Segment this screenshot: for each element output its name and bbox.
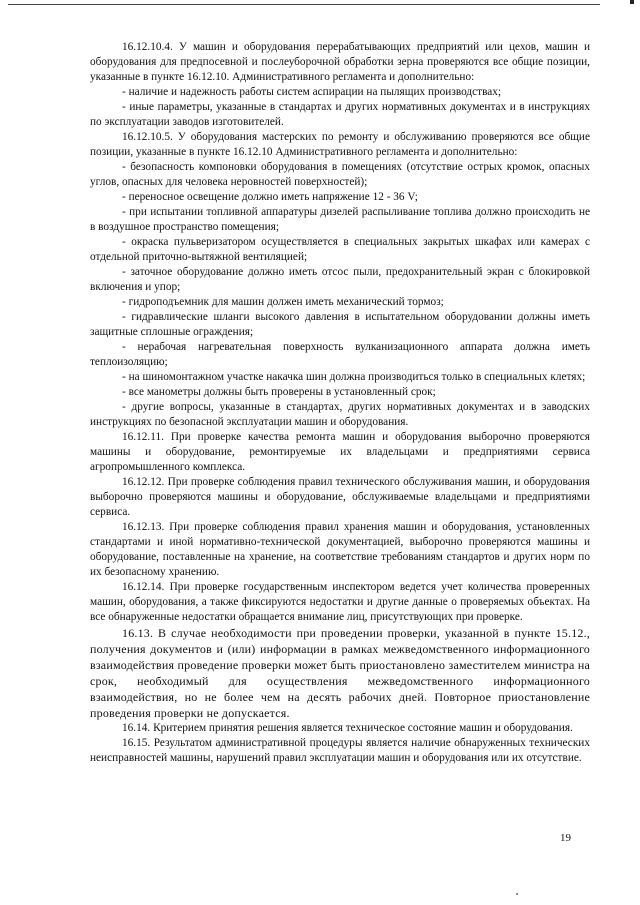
page-number: 19 xyxy=(560,832,571,844)
paragraph-16-12-12: 16.12.12. При проверке соблюдения правил технического обслуживания машин, и оборудования выборочно проверяются машины и оборудование, обслуживаемые владельцами и предприятиями сервиса. xyxy=(90,476,590,518)
corner-scan-mark xyxy=(630,0,634,4)
paragraph-16-12-11: 16.12.11. При проверке качества ремонта машин и оборудования выборочно проверяются машины и оборудование, ремонтируемые их владельцами и предприятиями сервиса агропромышленного комплекса. xyxy=(90,431,590,473)
paragraph-16-13: 16.13. В случае необходимости при проведении проверки, указанной в пункте 15.12., получения документов и (или) информации в рамках межведомственного информационного взаимодействия проведение проверки может быть приостановлено заместителем министра на срок, необходимый для осуществления межведомственного информационного взаимодействия, но не более чем на десять рабочих дней. Повторное приостановление проведения проверки не допускается. xyxy=(90,626,590,720)
paragraph-16-12-10-4: 16.12.10.4. У машин и оборудования перерабатывающих предприятий или цехов, машин и оборудования для предпосевной и послеуборочной обработки зерна проверяются все общие позиции, указанные в пункте 16.12.10. Административного регламента и дополнительно: xyxy=(90,41,590,83)
list-item: - при испытании топливной аппаратуры дизелей распыливание топлива должно происходить не в воздушное пространство помещения; xyxy=(90,206,590,233)
list-item: - гидравлические шланги высокого давления в испытательном оборудовании должны иметь защитные сплошные ограждения; xyxy=(90,311,590,338)
list-item: - переносное освещение должно иметь напряжение 12 - 36 V; xyxy=(122,191,418,203)
list-item: - заточное оборудование должно иметь отсос пыли, предохранительный экран с блокировкой включения и упор; xyxy=(90,266,590,293)
paragraph-16-15: 16.15. Результатом административной процедуры является наличие обнаруженных технических неисправностей машины, нарушений правил эксплуатации машин и оборудования или их отсутствие. xyxy=(90,737,590,764)
scan-speck xyxy=(516,893,518,895)
document-body xyxy=(90,40,590,766)
list-item: - безопасность компоновки оборудования в помещениях (отсутствие острых кромок, опасных углов, опасных для человека неровностей поверхностей); xyxy=(90,161,590,188)
top-scan-line xyxy=(8,4,600,5)
list-item: - нерабочая нагревательная поверхность вулканизационного аппарата должна иметь теплоизоляцию; xyxy=(90,341,590,368)
paragraph-16-14: 16.14. Критерием принятия решения является техническое состояние машин и оборудования. xyxy=(122,722,573,734)
paragraph-16-12-10-5: 16.12.10.5. У оборудования мастерских по ремонту и обслуживанию проверяются все общие позиции, указанные в пункте 16.12.10 Административного регламента и дополнительно: xyxy=(90,131,590,158)
list-item: - наличие и надежность работы систем аспирации на пылящих производствах; xyxy=(122,86,502,98)
list-item: - другие вопросы, указанные в стандартах, других нормативных документах и в заводских инструкциях по безопасной эксплуатации машин и оборудования. xyxy=(90,401,590,428)
list-item: - гидроподъемник для машин должен иметь механический тормоз; xyxy=(122,296,444,308)
list-item: - иные параметры, указанные в стандартах и других нормативных документах и в инструкциях по эксплуатации заводов изготовителей. xyxy=(90,101,590,128)
list-item: - все манометры должны быть проверены в установленный срок; xyxy=(122,386,436,398)
paragraph-16-12-13: 16.12.13. При проверке соблюдения правил хранения машин и оборудования, установленных стандартами и иной нормативно-технической документацией, выборочно проверяются машины и оборудование, поставленные на хранение, на соответствие требованиям стандартов и других норм по их безопасному хранению. xyxy=(90,521,590,578)
paragraph-16-12-14: 16.12.14. При проверке государственным инспектором ведется учет количества проверенных машин, оборудования, а также фиксируются недостатки и другие данные о проверяемых объектах. На все обнаруженные недостатки обращается внимание лиц, присутствующих при проверке. xyxy=(90,581,590,623)
list-item: - на шиномонтажном участке накачка шин должна производиться только в специальных клетях; xyxy=(122,371,586,383)
list-item: - окраска пульверизатором осуществляется в специальных закрытых шкафах или камерах с отдельной приточно-вытяжной вентиляцией; xyxy=(90,236,590,263)
